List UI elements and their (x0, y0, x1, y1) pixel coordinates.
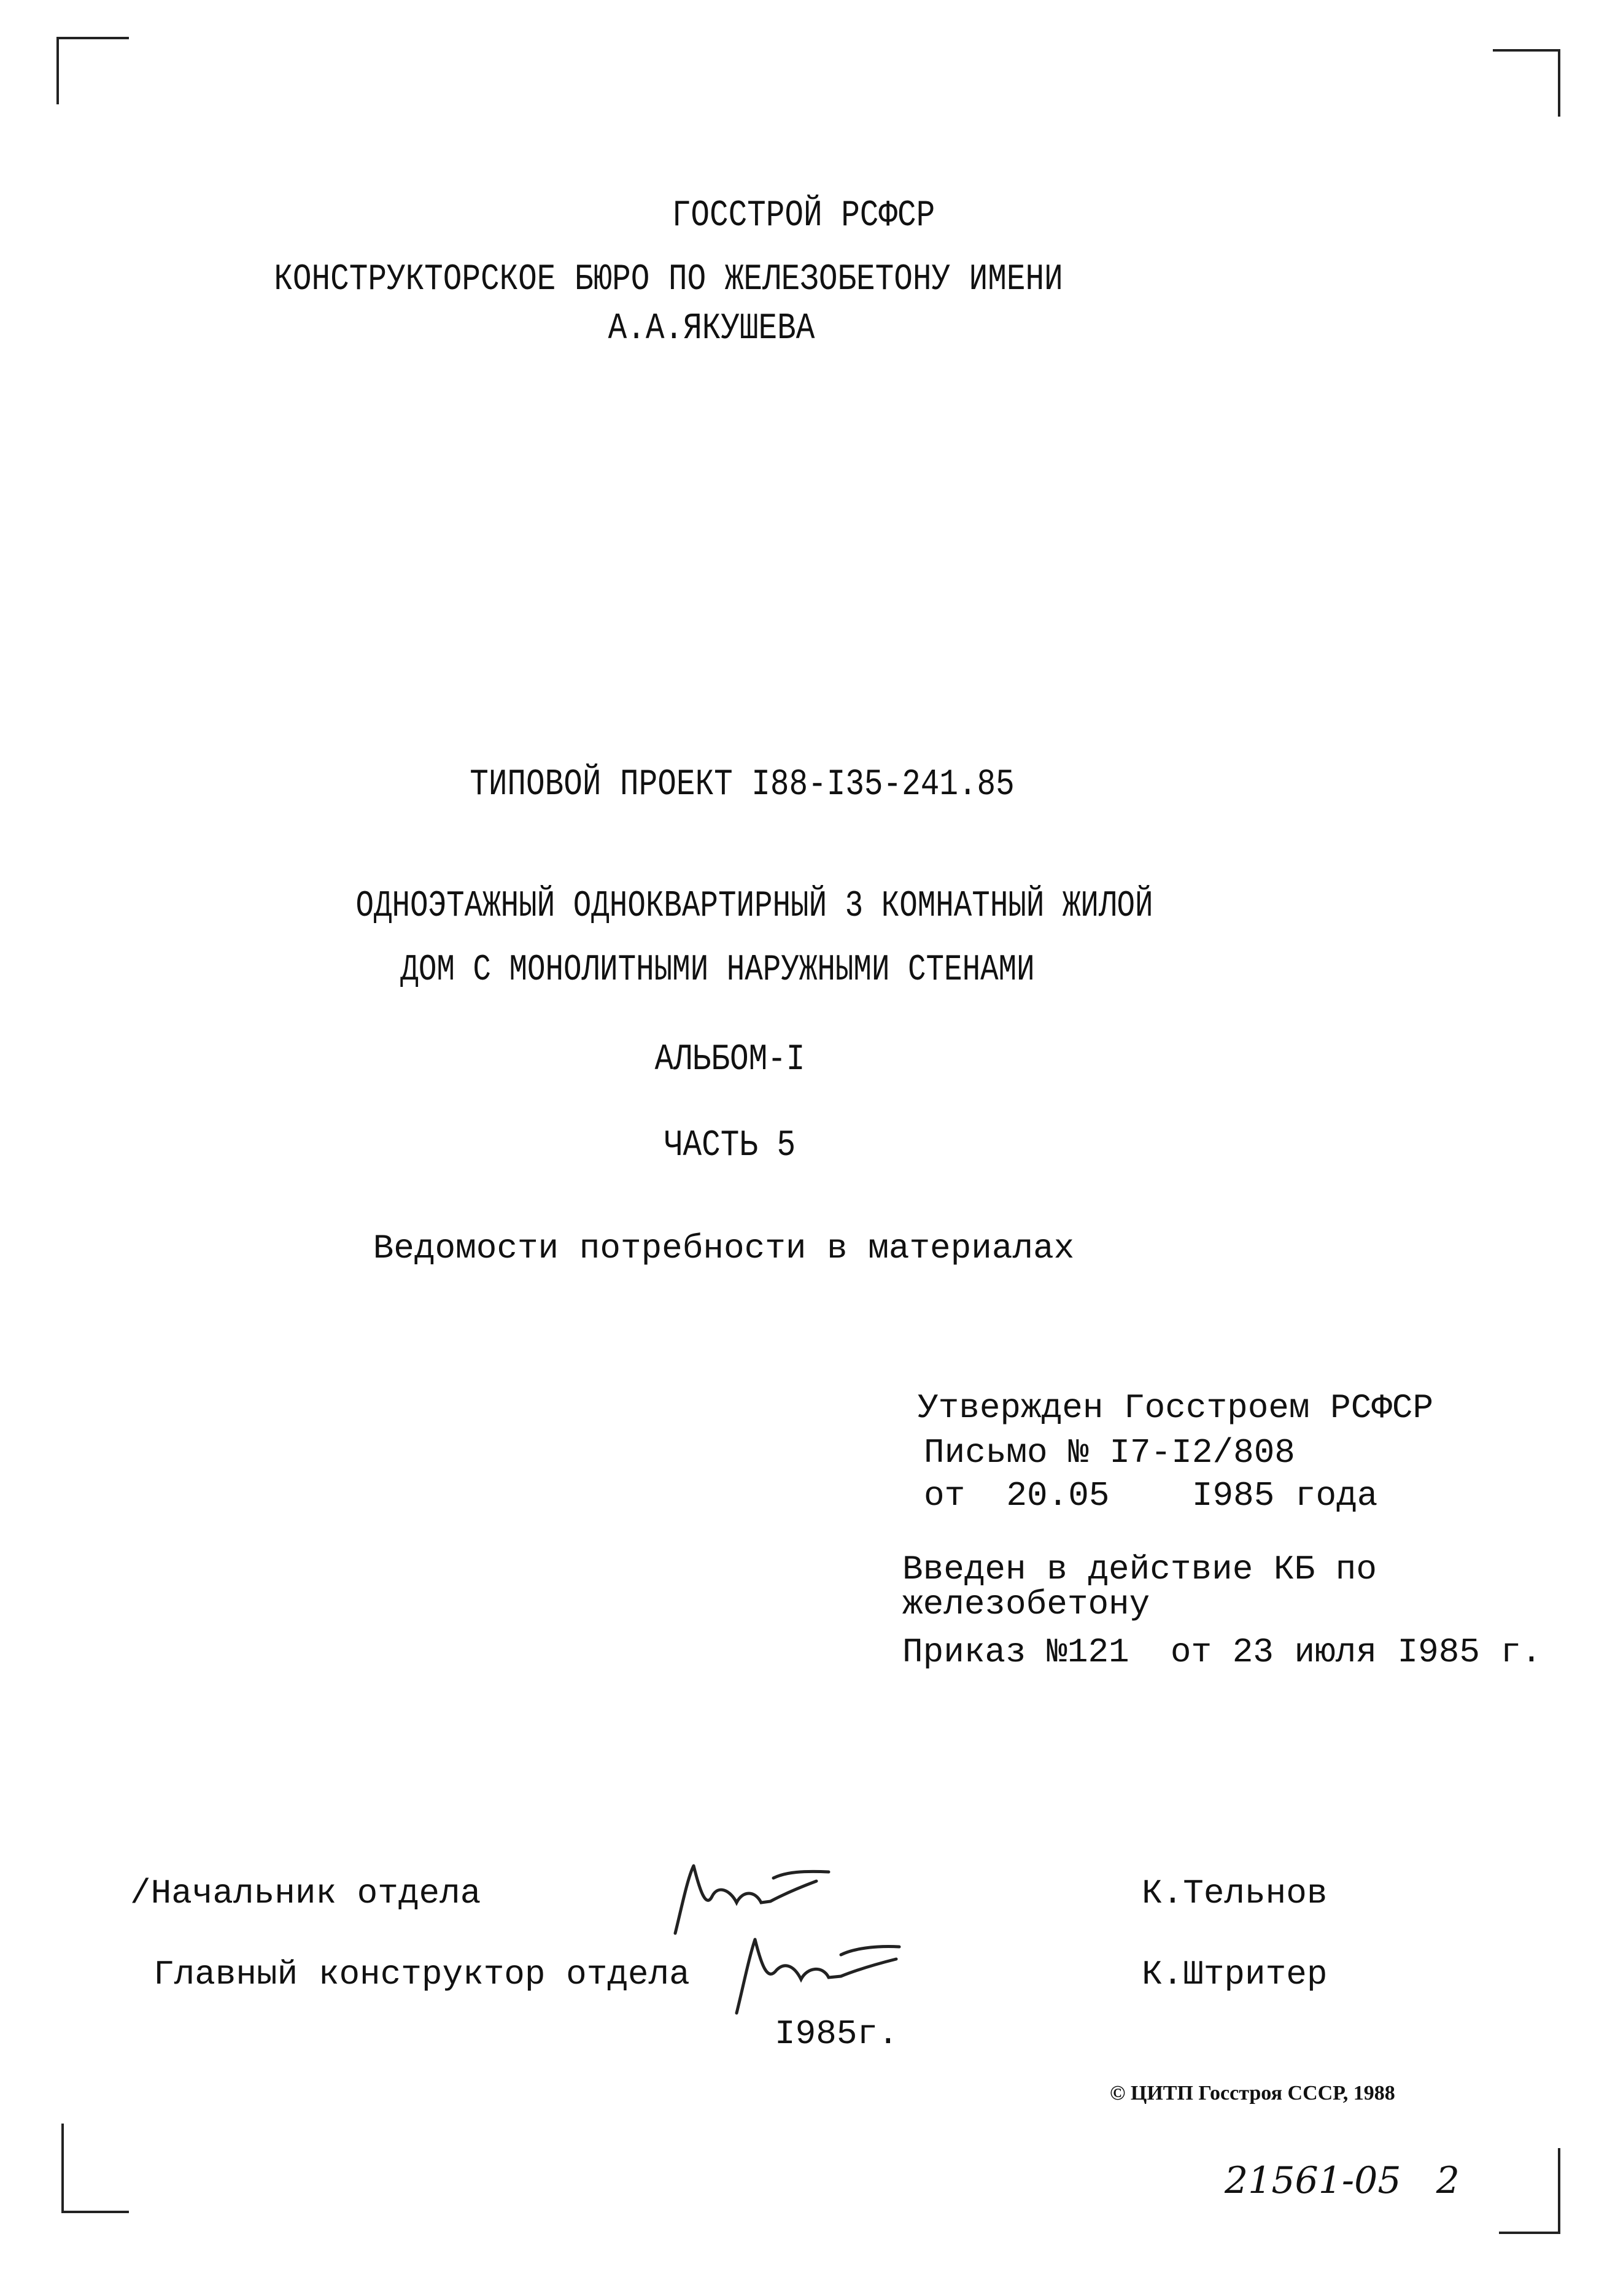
order-line: Приказ №121 от 23 июля I985 г. (902, 1633, 1542, 1672)
signature-role-chief: Главный конструктор отдела (153, 1955, 690, 1994)
signature-name-head: К.Тельнов (1142, 1874, 1328, 1913)
signature-name-chief: К.Штритер (1142, 1955, 1328, 1994)
crop-mark-top-right-h (1493, 49, 1560, 52)
crop-mark-bottom-left-h (61, 2211, 129, 2213)
project-title-line-2: ДОМ С МОНОЛИТНЫМИ НАРУЖНЫМИ СТЕНАМИ (400, 949, 1035, 991)
enacted-by-line-2: железобетону (902, 1585, 1150, 1624)
bureau-name: КОНСТРУКТОРСКОЕ БЮРО ПО ЖЕЛЕЗОБЕТОНУ ИМЕНИ (274, 259, 1063, 301)
approved-by: Утвержден Госстроем РСФСР (918, 1388, 1434, 1428)
approval-date: от 20.05 I985 года (924, 1476, 1378, 1515)
crop-mark-bottom-right-h (1499, 2232, 1560, 2234)
crop-mark-top-right-v (1558, 49, 1560, 117)
sheet-number: 21561-05 2 (1225, 2159, 1460, 2202)
bureau-name-continued: А.А.ЯКУШЕВА (608, 308, 815, 350)
crop-mark-top-left-h (56, 37, 129, 39)
signature-year: I985г. (775, 2014, 899, 2054)
organization-name: ГОССТРОЙ РСФСР (672, 195, 935, 237)
part-label: ЧАСТЬ 5 (664, 1125, 796, 1167)
enacted-by-line-1: Введен в действие КБ по (902, 1550, 1377, 1589)
approval-letter: Письмо № I7-I2/808 (924, 1433, 1295, 1472)
crop-mark-bottom-left-v (61, 2124, 64, 2213)
copyright: © ЦИТП Госстроя СССР, 1988 (1110, 2082, 1395, 2105)
crop-mark-top-left-v (56, 37, 59, 104)
handwritten-signature-2 (718, 1927, 902, 2019)
project-code: ТИПОВОЙ ПРОЕКТ I88-I35-241.85 (470, 764, 1015, 806)
crop-mark-bottom-right-v (1558, 2148, 1560, 2234)
album-label: АЛЬБОМ-I (654, 1039, 805, 1081)
document-subject: Ведомости потребности в материалах (373, 1229, 1075, 1268)
signature-role-head: /Начальник отдела (130, 1874, 481, 1913)
project-title-line-1: ОДНОЭТАЖНЫЙ ОДНОКВАРТИРНЫЙ 3 КОМНАТНЫЙ ЖИЛОЙ (355, 886, 1153, 927)
